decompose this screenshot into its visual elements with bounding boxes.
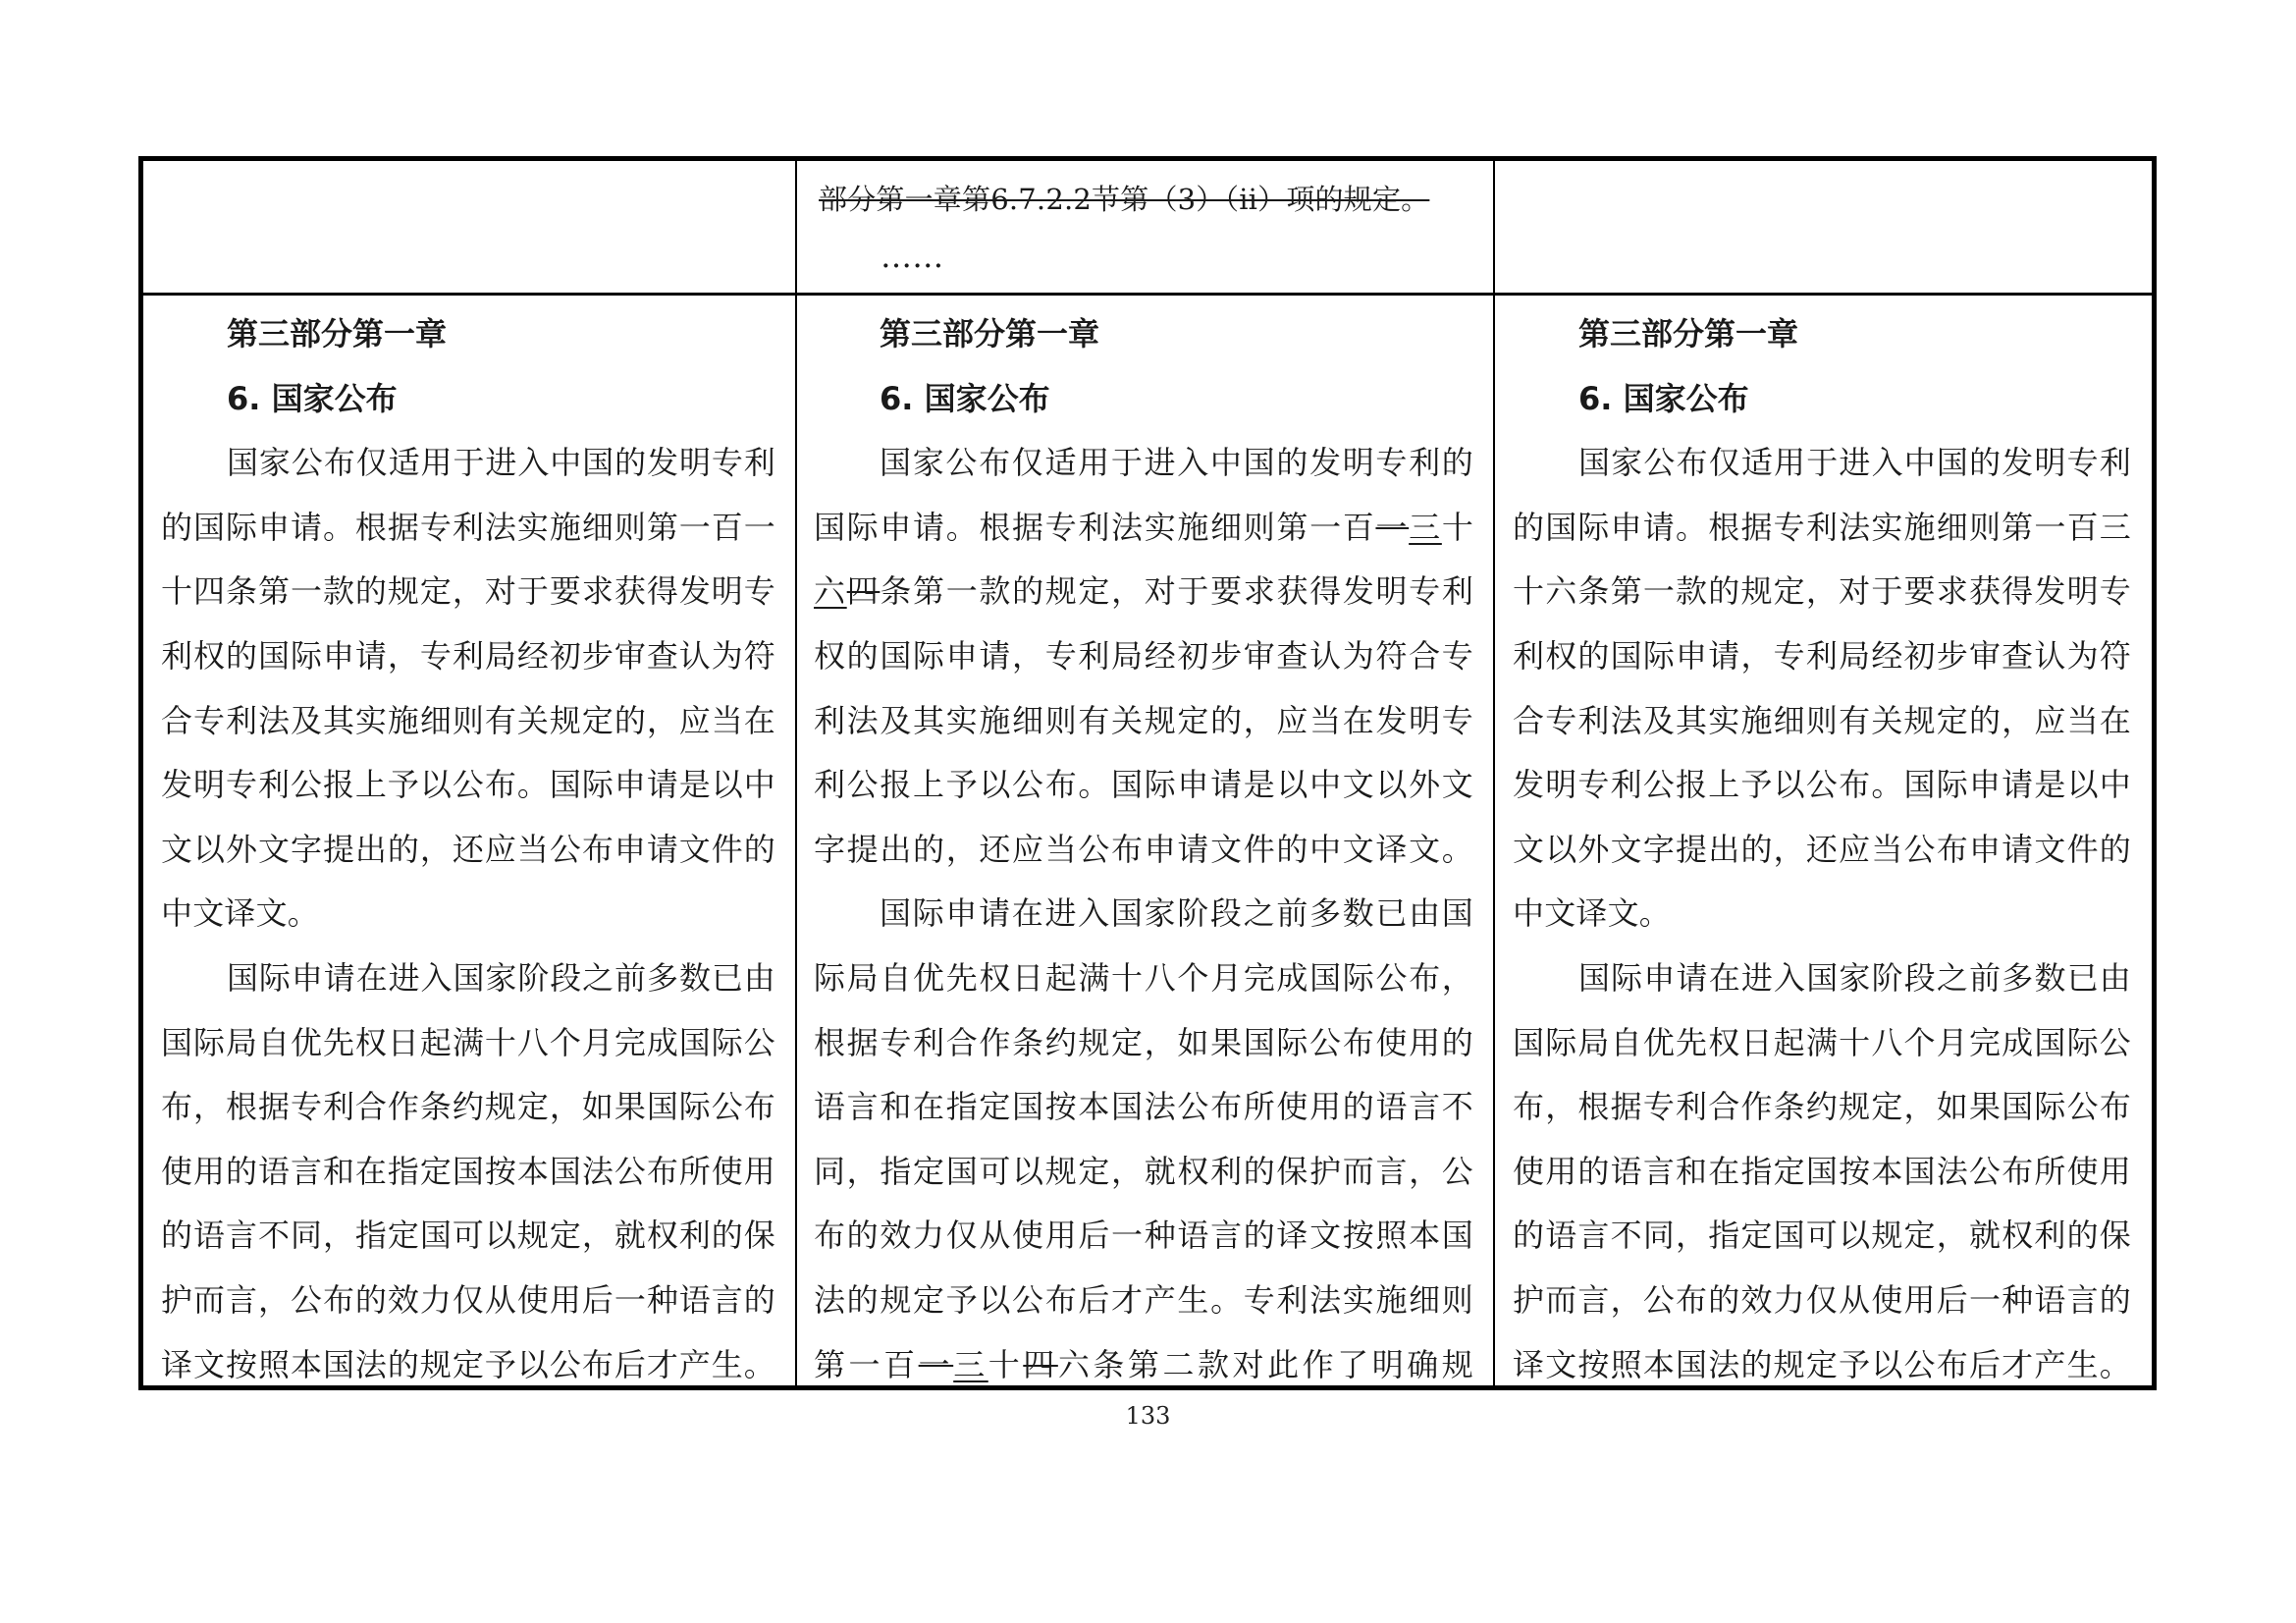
paragraph-line: 的国际申请。根据专利法实施细则第一百三 xyxy=(1513,508,2131,546)
inserted-text: 三 xyxy=(1409,508,1442,546)
paragraph-line: 利权的国际申请，专利局经初步审查认为符 xyxy=(1513,637,2131,675)
text-segment: 十 xyxy=(988,1345,1024,1383)
struck-text-line: 部分第一章第6.7.2.2节第（3）（ii）项的规定。 xyxy=(819,183,1430,216)
paragraph-line: 布，根据专利合作条约规定，如果国际公布 xyxy=(161,1088,775,1126)
paragraph-line: 国际申请在进入国家阶段之前多数已由 xyxy=(1578,959,2131,997)
paragraph-line xyxy=(814,1332,1473,1397)
inserted-text: 六 xyxy=(814,572,847,611)
deleted-text: 四 xyxy=(846,572,881,611)
page-number: 133 xyxy=(1125,1402,1171,1430)
paragraph-line: 中文译文。 xyxy=(161,894,320,933)
section-subheading: 6. 国家公布 xyxy=(880,379,1050,417)
text-segment: 十 xyxy=(1441,508,1474,546)
paragraph-line: 护而言，公布的效力仅从使用后一种语言的 xyxy=(161,1281,775,1319)
inserted-text: 三 xyxy=(953,1345,988,1383)
paragraph-line: 发明专利公报上予以公布。国际申请是以中 xyxy=(1513,766,2131,804)
paragraph-line: 布，根据专利合作条约规定，如果国际公布 xyxy=(1513,1088,2131,1126)
top-row-middle-cell xyxy=(797,161,1493,293)
section-heading: 第三部分第一章 xyxy=(1578,315,1799,352)
paragraph-line: 的语言不同，指定国可以规定，就权利的保 xyxy=(161,1217,775,1255)
deleted-text: 四 xyxy=(1023,1345,1058,1383)
text-segment: 第一百 xyxy=(814,1345,919,1383)
paragraph-line: 国际局自优先权日起满十八个月完成国际公 xyxy=(161,1023,775,1061)
section-subheading: 6. 国家公布 xyxy=(227,379,398,417)
paragraph-line: 国家公布仅适用于进入中国的发明专利 xyxy=(227,444,775,482)
paragraph-line: 利权的国际申请，专利局经初步审查认为符 xyxy=(161,637,775,675)
paragraph-line: 根据专利合作条约规定，如果国际公布使用的 xyxy=(814,1023,1473,1061)
paragraph-line: 利法及其实施细则有关规定的，应当在发明专 xyxy=(814,701,1473,739)
paragraph-line: 十四条第一款的规定，对于要求获得发明专 xyxy=(161,572,775,611)
paragraph-line: 文以外文字提出的，还应当公布申请文件的 xyxy=(161,830,775,868)
text-segment: 六条第二款对此作了明确规 xyxy=(1057,1345,1474,1383)
paragraph-line: 利公报上予以公布。国际申请是以中文以外文 xyxy=(814,766,1473,804)
paragraph-line: 护而言，公布的效力仅从使用后一种语言的 xyxy=(1513,1281,2131,1319)
comparison-table xyxy=(138,156,2157,1390)
paragraph-line: 中文译文。 xyxy=(1513,894,1672,933)
text-segment: 条第一款的规定，对于要求获得发明专利 xyxy=(880,572,1474,611)
section-heading: 第三部分第一章 xyxy=(880,315,1100,352)
paragraph-line: 国家公布仅适用于进入中国的发明专利的 xyxy=(880,444,1473,482)
deleted-text: 一 xyxy=(1375,508,1410,546)
column-revised-text xyxy=(1495,296,2152,1385)
paragraph-line: 法的规定予以公布后才产生。专利法实施细则 xyxy=(814,1281,1473,1319)
column-original-text xyxy=(143,296,795,1385)
deleted-text: 一 xyxy=(918,1345,954,1383)
paragraph-line xyxy=(814,495,1473,560)
paragraph-line: 合专利法及其实施细则有关规定的，应当在 xyxy=(161,701,775,739)
paragraph-line: 国际申请在进入国家阶段之前多数已由国 xyxy=(880,894,1473,933)
paragraph-line: 字提出的，还应当公布申请文件的中文译文。 xyxy=(814,830,1473,868)
paragraph-line: 国家公布仅适用于进入中国的发明专利 xyxy=(1578,444,2131,482)
paragraph-line: 合专利法及其实施细则有关规定的，应当在 xyxy=(1513,701,2131,739)
paragraph-line: 际局自优先权日起满十八个月完成国际公布， xyxy=(814,959,1473,997)
paragraph-line: 布的效力仅从使用后一种语言的译文按照本国 xyxy=(814,1217,1473,1255)
text-segment: 国际申请。根据专利法实施细则第一百 xyxy=(814,508,1376,546)
paragraph-line: 的国际申请。根据专利法实施细则第一百一 xyxy=(161,508,775,546)
paragraph-line: 十六条第一款的规定，对于要求获得发明专 xyxy=(1513,572,2131,611)
paragraph-line: 使用的语言和在指定国按本国法公布所使用 xyxy=(161,1152,775,1190)
paragraph-line: 发明专利公报上予以公布。国际申请是以中 xyxy=(161,766,775,804)
section-heading: 第三部分第一章 xyxy=(227,315,448,352)
ellipsis-text: …… xyxy=(881,238,944,275)
section-subheading: 6. 国家公布 xyxy=(1578,379,1749,417)
paragraph-line: 使用的语言和在指定国按本国法公布所使用 xyxy=(1513,1152,2131,1190)
paragraph-line: 国际局自优先权日起满十八个月完成国际公 xyxy=(1513,1023,2131,1061)
paragraph-line xyxy=(814,559,1473,623)
paragraph-line: 同，指定国可以规定，就权利的保护而言，公 xyxy=(814,1152,1473,1190)
column-revision-marked-text xyxy=(797,296,1493,1385)
paragraph-line: 文以外文字提出的，还应当公布申请文件的 xyxy=(1513,830,2131,868)
paragraph-line: 译文按照本国法的规定予以公布后才产生。 xyxy=(161,1345,775,1383)
paragraph-line: 译文按照本国法的规定予以公布后才产生。 xyxy=(1513,1345,2131,1383)
paragraph-line: 国际申请在进入国家阶段之前多数已由 xyxy=(227,959,775,997)
paragraph-line: 语言和在指定国按本国法公布所使用的语言不 xyxy=(814,1088,1473,1126)
paragraph-line: 的语言不同，指定国可以规定，就权利的保 xyxy=(1513,1217,2131,1255)
paragraph-line: 权的国际申请，专利局经初步审查认为符合专 xyxy=(814,637,1473,675)
